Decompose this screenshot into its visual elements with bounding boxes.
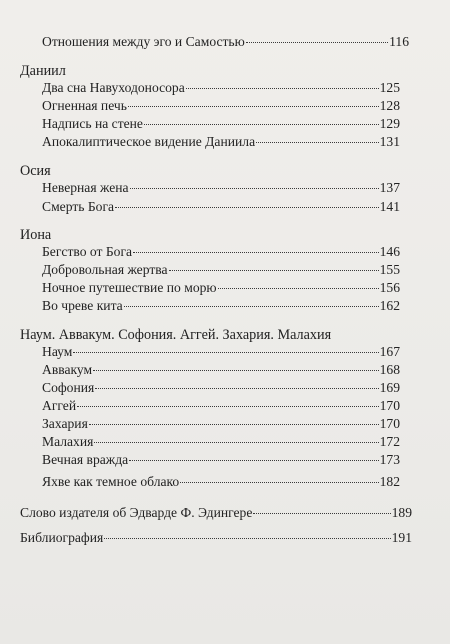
toc-entry xyxy=(42,262,400,278)
entry-page: 131 xyxy=(379,134,400,149)
toc-entry xyxy=(42,280,400,296)
entry-title: Софония xyxy=(42,380,95,395)
dot-leader xyxy=(218,288,379,289)
dot-leader xyxy=(130,188,379,189)
entry-page: 191 xyxy=(391,530,412,545)
entry-title: Огненная печь xyxy=(42,98,127,113)
toc-entry xyxy=(42,474,400,490)
toc-entry xyxy=(42,362,400,378)
toc-entry xyxy=(42,134,400,150)
entry-page: 128 xyxy=(379,98,400,113)
toc-entry xyxy=(42,416,400,432)
entry-title: Неверная жена xyxy=(42,180,129,195)
entry-title: Апокалиптическое видение Даниила xyxy=(42,134,256,149)
dot-leader xyxy=(73,352,378,353)
entry-page: 182 xyxy=(379,474,400,489)
entry-title: Захария xyxy=(42,416,88,431)
entry-title: Добровольная жертва xyxy=(42,262,168,277)
dot-leader xyxy=(95,388,378,389)
entry-page: 173 xyxy=(379,452,400,467)
dot-leader xyxy=(77,406,379,407)
dot-leader xyxy=(115,207,379,208)
entry-page: 168 xyxy=(379,362,400,377)
toc-entry xyxy=(42,180,400,196)
entry-page: 155 xyxy=(379,262,400,277)
entry-title: Два сна Навуходоносора xyxy=(42,80,185,95)
entry-page: 170 xyxy=(379,416,400,431)
section-heading: Осия xyxy=(20,163,51,179)
entry-title: Бегство от Бога xyxy=(42,244,133,259)
toc-entry xyxy=(42,298,400,314)
entry-page: 167 xyxy=(379,344,400,359)
toc-entry xyxy=(42,116,400,132)
entry-page: 146 xyxy=(379,244,400,259)
dot-leader xyxy=(124,306,379,307)
section-heading: Даниил xyxy=(20,63,66,79)
entry-title: Слово издателя об Эдварде Ф. Эдингере xyxy=(20,505,253,520)
toc-entry xyxy=(42,199,400,215)
entry-title: Аввакум xyxy=(42,362,93,377)
entry-title: Надпись на стене xyxy=(42,116,143,131)
entry-page: 116 xyxy=(389,34,409,49)
entry-title: Вечная вражда xyxy=(42,452,129,467)
toc-entry xyxy=(42,398,400,414)
toc-entry xyxy=(42,452,400,468)
toc-entry xyxy=(42,344,400,360)
dot-leader xyxy=(253,513,390,514)
entry-page: 129 xyxy=(379,116,400,131)
entry-page: 156 xyxy=(379,280,400,295)
entry-page: 170 xyxy=(379,398,400,413)
dot-leader xyxy=(104,538,390,539)
entry-title: Малахия xyxy=(42,434,94,449)
toc-entry xyxy=(42,98,400,114)
entry-title: Библиография xyxy=(20,530,104,545)
toc-entry xyxy=(42,34,409,50)
entry-title: Аггей xyxy=(42,398,77,413)
dot-leader xyxy=(94,442,378,443)
toc-entry xyxy=(42,434,400,450)
entry-page: 169 xyxy=(379,380,400,395)
section-heading: Иона xyxy=(20,227,52,243)
dot-leader xyxy=(93,370,378,371)
toc-entry xyxy=(42,380,400,396)
entry-page: 125 xyxy=(379,80,400,95)
toc-entry xyxy=(42,244,400,260)
toc-entry xyxy=(42,80,400,96)
dot-leader xyxy=(186,88,379,89)
dot-leader xyxy=(128,106,379,107)
entry-page: 189 xyxy=(391,505,412,520)
entry-title: Смерть Бога xyxy=(42,199,115,214)
dot-leader xyxy=(180,482,378,483)
entry-page: 162 xyxy=(379,298,400,313)
dot-leader xyxy=(169,270,379,271)
entry-page: 141 xyxy=(379,199,400,214)
toc-entry xyxy=(20,530,412,546)
dot-leader xyxy=(144,124,379,125)
dot-leader xyxy=(246,42,388,43)
dot-leader xyxy=(256,142,378,143)
entry-title: Во чреве кита xyxy=(42,298,123,313)
entry-title: Отношения между эго и Самостью xyxy=(42,34,245,49)
dot-leader xyxy=(129,460,378,461)
section-heading: Наум. Аввакум. Софония. Аггей. Захария. Малахия xyxy=(20,327,332,343)
dot-leader xyxy=(133,252,379,253)
dot-leader xyxy=(89,424,379,425)
entry-page: 137 xyxy=(379,180,400,195)
entry-title: Яхве как темное облако xyxy=(42,474,180,489)
toc-entry xyxy=(20,505,412,521)
entry-title: Наум xyxy=(42,344,73,359)
entry-page: 172 xyxy=(379,434,400,449)
entry-title: Ночное путешествие по морю xyxy=(42,280,217,295)
